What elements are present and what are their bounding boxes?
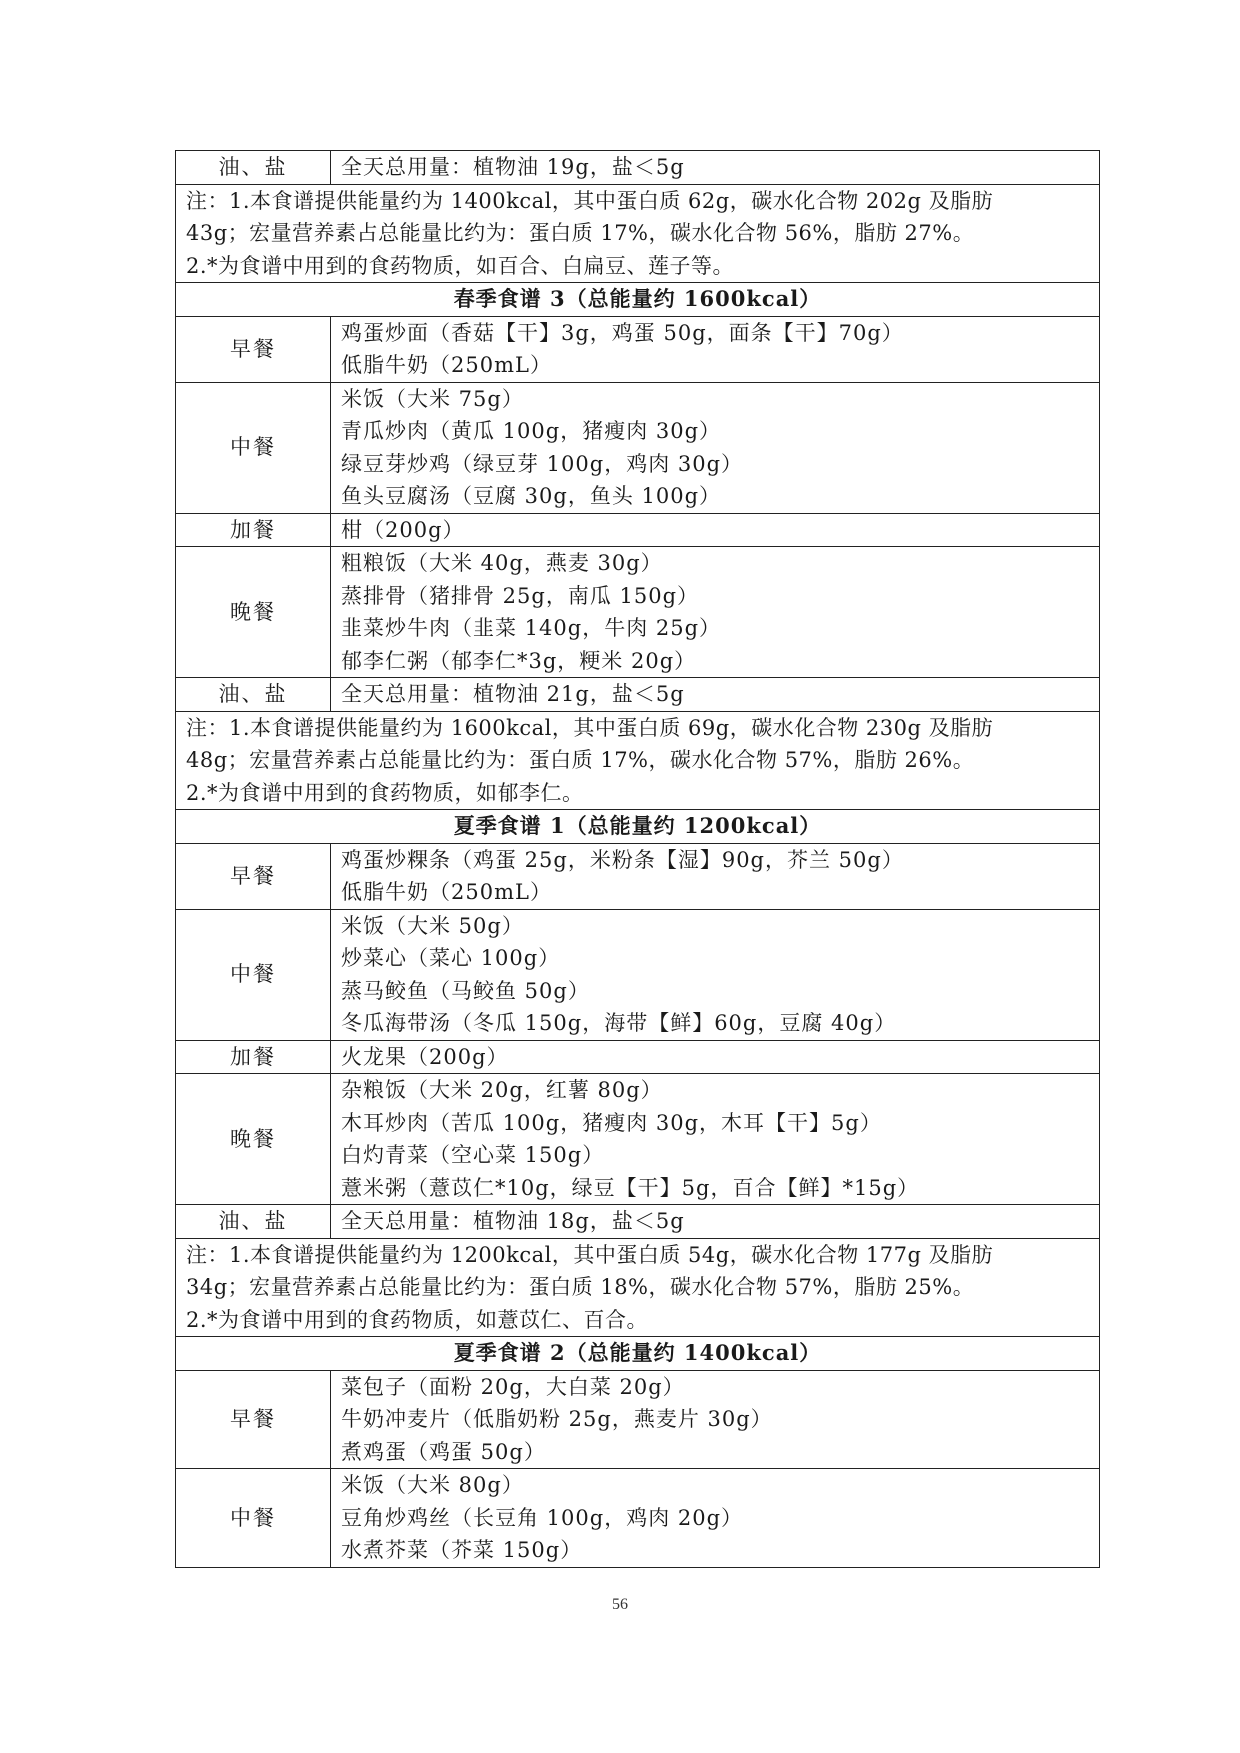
meal-label: 中餐 bbox=[176, 909, 331, 1040]
dish-item: 木耳炒肉（苦瓜 100g，猪瘦肉 30g，木耳【干】5g） bbox=[341, 1110, 882, 1135]
meal-items bbox=[331, 843, 1100, 909]
meal-label: 早餐 bbox=[176, 316, 331, 382]
meal-row bbox=[176, 1074, 1100, 1205]
document-page bbox=[175, 150, 1100, 1568]
dish-item: 豆角炒鸡丝（长豆角 100g，鸡肉 20g） bbox=[341, 1505, 744, 1530]
meal-items bbox=[331, 1469, 1100, 1568]
note-row bbox=[176, 711, 1100, 810]
meal-row bbox=[176, 1040, 1100, 1074]
dish-item: 绿豆芽炒鸡（绿豆芽 100g，鸡肉 30g） bbox=[341, 451, 744, 476]
note-line: 2.*为食谱中用到的食药物质，如薏苡仁、百合。 bbox=[186, 1307, 649, 1332]
dish-item: 杂粮饭（大米 20g，红薯 80g） bbox=[341, 1078, 663, 1102]
note-line: 34g；宏量营养素占总能量比约为：蛋白质 18%，碳水化合物 57%，脂肪 25%。 bbox=[186, 1275, 975, 1299]
dish-item: 粗粮饭（大米 40g，燕麦 30g） bbox=[341, 551, 663, 575]
meal-label: 油、盐 bbox=[176, 678, 331, 712]
dish-item: 鸡蛋炒粿条（鸡蛋 25g，米粉条【湿】90g，芥兰 50g） bbox=[341, 847, 904, 872]
menu-table-body bbox=[176, 151, 1100, 1568]
meal-row bbox=[176, 547, 1100, 678]
meal-items bbox=[331, 1074, 1100, 1205]
dish-item: 煮鸡蛋（鸡蛋 50g） bbox=[341, 1439, 546, 1464]
meal-row bbox=[176, 513, 1100, 547]
dish-item: 全天总用量：植物油 21g，盐＜5g bbox=[341, 682, 685, 706]
meal-row bbox=[176, 843, 1100, 909]
dish-item: 鸡蛋炒面（香菇【干】3g，鸡蛋 50g，面条【干】70g） bbox=[341, 320, 904, 345]
note-cell bbox=[176, 711, 1100, 810]
meal-items bbox=[331, 382, 1100, 513]
dish-item: 米饭（大米 80g） bbox=[341, 1473, 524, 1497]
menu-title-row bbox=[176, 810, 1100, 844]
meal-label: 晚餐 bbox=[176, 1074, 331, 1205]
meal-items bbox=[331, 316, 1100, 382]
meal-label: 晚餐 bbox=[176, 547, 331, 678]
meal-label: 早餐 bbox=[176, 1370, 331, 1469]
meal-row bbox=[176, 316, 1100, 382]
meal-label: 中餐 bbox=[176, 382, 331, 513]
meal-items bbox=[331, 1205, 1100, 1239]
meal-row bbox=[176, 151, 1100, 185]
menu-table bbox=[175, 150, 1100, 1568]
note-cell bbox=[176, 184, 1100, 283]
note-row bbox=[176, 1238, 1100, 1337]
dish-item: 米饭（大米 75g） bbox=[341, 386, 524, 411]
dish-item: 牛奶冲麦片（低脂奶粉 25g，燕麦片 30g） bbox=[341, 1407, 773, 1431]
meal-row bbox=[176, 382, 1100, 513]
page-number: 56 bbox=[612, 1596, 628, 1613]
meal-row bbox=[176, 678, 1100, 712]
meal-row bbox=[176, 1469, 1100, 1568]
meal-items bbox=[331, 547, 1100, 678]
note-line: 注：1.本食谱提供能量约为 1600kcal，其中蛋白质 69g，碳水化合物 230g 及脂肪 bbox=[186, 715, 994, 740]
meal-label: 加餐 bbox=[176, 513, 331, 547]
dish-item: 韭菜炒牛肉（韭菜 140g，牛肉 25g） bbox=[341, 616, 722, 640]
meal-row bbox=[176, 1370, 1100, 1469]
note-line: 48g；宏量营养素占总能量比约为：蛋白质 17%，碳水化合物 57%，脂肪 26%。 bbox=[186, 748, 975, 772]
dish-item: 低脂牛奶（250mL） bbox=[341, 353, 552, 377]
dish-item: 冬瓜海带汤（冬瓜 150g，海带【鲜】60g，豆腐 40g） bbox=[341, 1011, 897, 1035]
dish-item: 柑（200g） bbox=[341, 517, 465, 542]
meal-row bbox=[176, 1205, 1100, 1239]
menu-title-row bbox=[176, 1337, 1100, 1371]
meal-items bbox=[331, 513, 1100, 547]
meal-label: 中餐 bbox=[176, 1469, 331, 1568]
dish-item: 全天总用量：植物油 18g，盐＜5g bbox=[341, 1209, 685, 1233]
dish-item: 薏米粥（薏苡仁*10g，绿豆【干】5g，百合【鲜】*15g） bbox=[341, 1175, 920, 1200]
note-line: 注：1.本食谱提供能量约为 1200kcal，其中蛋白质 54g，碳水化合物 177g 及脂肪 bbox=[186, 1242, 994, 1267]
dish-item: 郁李仁粥（郁李仁*3g，粳米 20g） bbox=[341, 648, 697, 673]
dish-item: 青瓜炒肉（黄瓜 100g，猪瘦肉 30g） bbox=[341, 419, 722, 443]
note-row bbox=[176, 184, 1100, 283]
meal-row bbox=[176, 909, 1100, 1040]
dish-item: 炒菜心（菜心 100g） bbox=[341, 946, 561, 970]
dish-item: 白灼青菜（空心菜 150g） bbox=[341, 1143, 605, 1167]
note-line: 注：1.本食谱提供能量约为 1400kcal，其中蛋白质 62g，碳水化合物 202g 及脂肪 bbox=[186, 188, 994, 213]
meal-items bbox=[331, 151, 1100, 185]
note-line: 2.*为食谱中用到的食药物质，如百合、白扁豆、莲子等。 bbox=[186, 253, 735, 278]
menu-title: 夏季食谱 1（总能量约 1200kcal） bbox=[176, 810, 1100, 844]
dish-item: 鱼头豆腐汤（豆腐 30g，鱼头 100g） bbox=[341, 484, 722, 508]
dish-item: 米饭（大米 50g） bbox=[341, 913, 524, 938]
meal-items bbox=[331, 1370, 1100, 1469]
menu-title-row bbox=[176, 283, 1100, 317]
dish-item: 蒸排骨（猪排骨 25g，南瓜 150g） bbox=[341, 583, 700, 608]
dish-item: 菜包子（面粉 20g，大白菜 20g） bbox=[341, 1374, 685, 1399]
dish-item: 蒸马鲛鱼（马鲛鱼 50g） bbox=[341, 978, 590, 1003]
note-cell bbox=[176, 1238, 1100, 1337]
meal-items bbox=[331, 678, 1100, 712]
dish-item: 低脂牛奶（250mL） bbox=[341, 880, 552, 904]
meal-items bbox=[331, 909, 1100, 1040]
meal-items bbox=[331, 1040, 1100, 1074]
meal-label: 油、盐 bbox=[176, 1205, 331, 1239]
dish-item: 火龙果（200g） bbox=[341, 1044, 509, 1069]
dish-item: 全天总用量：植物油 19g，盐＜5g bbox=[341, 155, 685, 179]
note-line: 43g；宏量营养素占总能量比约为：蛋白质 17%，碳水化合物 56%，脂肪 27%。 bbox=[186, 221, 975, 245]
meal-label: 油、盐 bbox=[176, 151, 331, 185]
menu-title: 春季食谱 3（总能量约 1600kcal） bbox=[176, 283, 1100, 317]
menu-title: 夏季食谱 2（总能量约 1400kcal） bbox=[176, 1337, 1100, 1371]
meal-label: 早餐 bbox=[176, 843, 331, 909]
note-line: 2.*为食谱中用到的食药物质，如郁李仁。 bbox=[186, 780, 584, 805]
dish-item: 水煮芥菜（芥菜 150g） bbox=[341, 1538, 583, 1562]
meal-label: 加餐 bbox=[176, 1040, 331, 1074]
